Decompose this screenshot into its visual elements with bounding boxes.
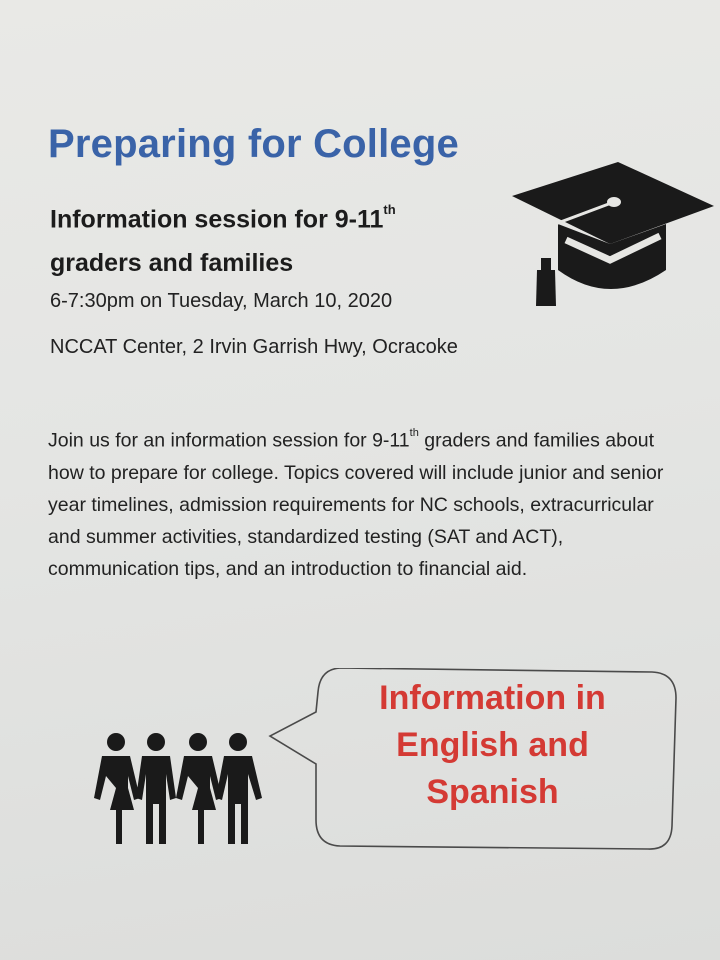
language-callout <box>320 675 665 816</box>
callout-line-2: English and <box>396 726 589 764</box>
family-group-icon <box>92 732 267 847</box>
callout-line-1: Information in <box>379 679 606 717</box>
event-date-time: 6-7:30pm on Tuesday, March 10, 2020 <box>50 290 393 312</box>
event-location: NCCAT Center, 2 Irvin Garrish Hwy, Ocracoke <box>50 336 458 358</box>
event-description <box>48 420 688 585</box>
callout-line-3: Spanish <box>426 773 559 811</box>
description-text-end: graders and families about how to prepare for college. Topics covered will include junior and senior year timelines, admission requirements for NC schools, extracurricular and summer activities, standardized testing (SAT and ACT), communication tips, and an introduction to financial aid. <box>48 429 664 580</box>
subtitle-ordinal: th <box>383 202 396 217</box>
description-ordinal: th <box>409 427 419 439</box>
subtitle-text-end: graders and families <box>50 249 294 278</box>
graduation-cap-icon <box>508 160 718 310</box>
description-text-start: Join us for an information session for 9-11 <box>48 429 410 452</box>
subtitle-text-start: Information session for 9-11 <box>50 205 384 234</box>
flyer-subtitle <box>50 192 480 285</box>
flyer-title: Preparing for College <box>48 122 459 166</box>
